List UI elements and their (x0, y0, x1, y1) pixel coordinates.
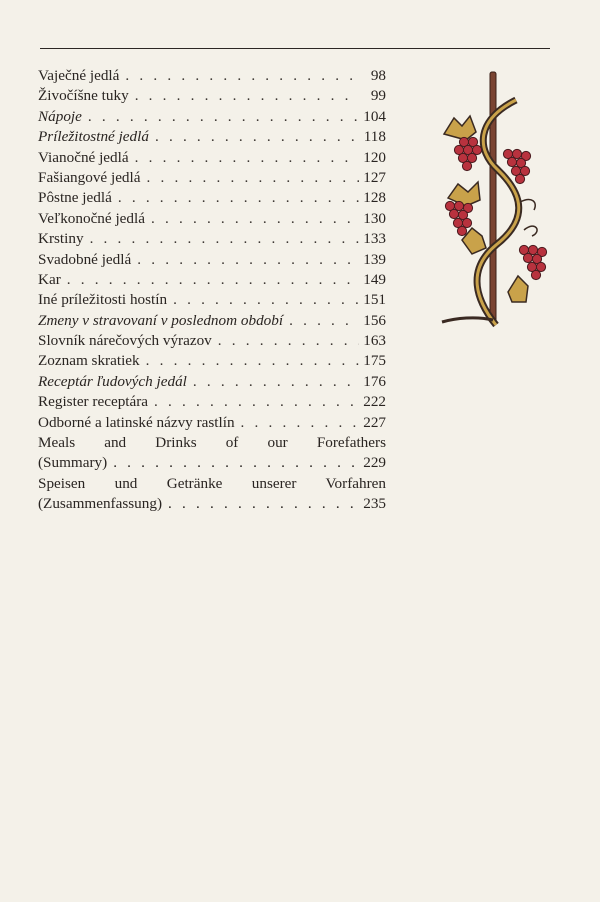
toc-title: Príležitostné jedlá (38, 128, 149, 146)
toc-entry-9[interactable] (38, 250, 386, 270)
toc-title: Živočíšne tuky (38, 87, 129, 105)
toc-page: 130 (363, 209, 386, 227)
leader-dots (168, 494, 359, 514)
toc-title: Odborné a latinské názvy rastlín (38, 413, 235, 431)
toc-entry-summary-en[interactable] (38, 433, 386, 474)
leader-dots (135, 86, 359, 106)
toc-title: Vaječné jedlá (38, 67, 120, 84)
leader-dots (137, 250, 359, 270)
leader-dots (67, 270, 359, 290)
grapevine-icon (436, 70, 554, 332)
leader-dots (147, 168, 360, 188)
toc-entry-12[interactable] (38, 311, 386, 331)
toc-title-line2: (Zusammenfassung) (38, 495, 162, 513)
toc-entry-6[interactable] (38, 188, 386, 208)
toc-page: 235 (363, 495, 386, 513)
leader-dots (88, 107, 359, 127)
toc-page: 222 (363, 393, 386, 411)
toc-page: 175 (363, 352, 386, 370)
toc-page: 176 (363, 372, 386, 390)
leader-dots (154, 392, 359, 412)
toc-entry-2[interactable] (38, 107, 386, 127)
toc-title-line1: Meals and Drinks of our Forefathers (38, 434, 386, 452)
toc-title: Kar (38, 270, 61, 288)
toc-row (38, 494, 386, 514)
toc-page: 133 (363, 230, 386, 248)
toc-title: Receptár ľudových jedál (38, 372, 187, 390)
toc-title-line2: (Summary) (38, 454, 108, 472)
toc-entry-0[interactable] (38, 66, 386, 86)
toc-page: 98 (370, 67, 386, 84)
toc-page: 127 (363, 168, 386, 186)
toc-page: 118 (363, 128, 386, 146)
leader-dots (155, 127, 359, 147)
leader-dots (135, 148, 359, 168)
leader-dots (90, 229, 359, 249)
toc-title: Register receptára (38, 393, 149, 411)
leader-dots (113, 453, 359, 473)
toc-title: Zmeny v stravovaní v poslednom období (38, 311, 284, 329)
toc-entry-14[interactable] (38, 351, 386, 371)
toc-row (38, 453, 386, 473)
toc-entry-8[interactable] (38, 229, 386, 249)
toc-page: 229 (363, 454, 386, 472)
toc-entry-13[interactable] (38, 331, 386, 351)
table-of-contents (38, 66, 386, 515)
toc-page: 128 (363, 189, 386, 207)
toc-page: 156 (363, 311, 386, 329)
toc-title: Zoznam skratiek (38, 352, 140, 370)
leader-dots (125, 66, 359, 86)
toc-entry-7[interactable] (38, 209, 386, 229)
toc-entry-10[interactable] (38, 270, 386, 290)
toc-page: 104 (363, 107, 386, 125)
leader-dots (173, 290, 359, 310)
toc-entry-11[interactable] (38, 290, 386, 310)
toc-title: Svadobné jedlá (38, 250, 132, 268)
toc-entry-15[interactable] (38, 372, 386, 392)
toc-entry-17[interactable] (38, 413, 386, 433)
toc-entry-1[interactable] (38, 86, 386, 106)
toc-title: Nápoje (38, 107, 82, 125)
leader-dots (118, 188, 359, 208)
toc-page: 151 (363, 291, 386, 309)
toc-entry-summary-de[interactable] (38, 474, 386, 515)
toc-title: Iné príležitosti hostín (38, 291, 168, 309)
leader-dots (193, 372, 359, 392)
toc-page: 227 (363, 413, 386, 431)
leader-dots (218, 331, 359, 351)
toc-page: 149 (363, 270, 386, 288)
toc-title: Fašiangové jedlá (38, 168, 141, 186)
toc-page: 120 (363, 148, 386, 166)
toc-title: Vianočné jedlá (38, 148, 129, 166)
leader-dots (289, 311, 359, 331)
toc-title: Slovník nárečových výrazov (38, 332, 212, 350)
toc-entry-3[interactable] (38, 127, 386, 147)
toc-entry-5[interactable] (38, 168, 386, 188)
toc-entry-4[interactable] (38, 148, 386, 168)
toc-title-line1: Speisen und Getränke unserer Vorfahren (38, 474, 386, 492)
toc-page: 139 (363, 250, 386, 268)
toc-title: Pôstne jedlá (38, 189, 112, 207)
toc-page: 163 (363, 332, 386, 350)
toc-entry-16[interactable] (38, 392, 386, 412)
toc-page: 99 (370, 87, 386, 105)
toc-title: Krstiny (38, 230, 84, 248)
leader-dots (241, 413, 359, 433)
toc-title: Veľkonočné jedlá (38, 209, 145, 227)
top-rule (40, 48, 550, 49)
leader-dots (151, 209, 359, 229)
leader-dots (146, 351, 359, 371)
